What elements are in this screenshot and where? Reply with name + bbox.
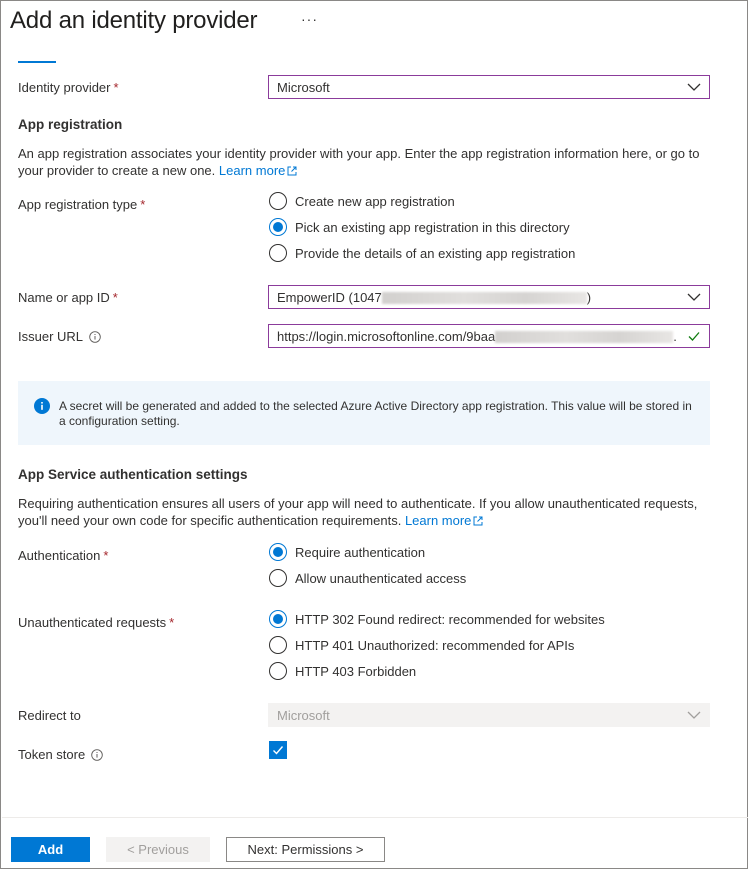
info-icon[interactable] [91,749,103,761]
redacted-blur [495,331,673,343]
chevron-down-icon [687,80,701,94]
name-or-app-id-dropdown[interactable] [268,285,710,309]
radio-button-selected[interactable] [269,543,287,561]
identity-provider-value: Microsoft [277,79,330,95]
radio-button-selected[interactable] [269,218,287,236]
identity-provider-dropdown[interactable] [268,75,710,99]
footer-divider [2,817,748,818]
radio-pick-existing-app-registration[interactable]: Pick an existing app registration in this directory [269,218,570,236]
required-asterisk: * [112,290,118,305]
info-message-text: A secret will be generated and added to the selected Azure Active Directory app registration. This value will be stored in a configuration setting. [59,399,692,428]
redirect-to-value: Microsoft [277,707,330,723]
radio-create-new-app-registration[interactable]: Create new app registration [269,192,455,210]
name-or-app-id-value: EmpowerID (1047 ) [277,289,592,305]
radio-require-authentication[interactable]: Require authentication [269,543,425,561]
auth-settings-description: Requiring authentication ensures all users of your app will need to authenticate. If you allow unauthenticated requests, you'll need your own code for specific authentication requirements. Learn more [18,496,698,528]
auth-settings-heading: App Service authentication settings [18,467,248,482]
required-asterisk: * [169,615,175,630]
checkmark-icon [272,744,284,756]
chevron-down-icon [687,290,701,304]
redirect-to-label: Redirect to [18,708,81,723]
name-or-app-id-label: Name or app ID * [18,290,118,305]
active-tab-indicator [18,61,56,63]
previous-button[interactable]: < Previous [106,837,210,862]
checkmark-valid-icon [687,329,701,343]
external-link-icon [287,166,297,176]
external-link-icon [473,516,483,526]
app-registration-description: An app registration associates your identity provider with your app. Enter the app registration information here, or go to your provider to create a new one. Learn more [18,146,700,178]
radio-button[interactable] [269,569,287,587]
issuer-url-label: Issuer URL [18,329,101,344]
learn-more-link[interactable]: Learn more [405,513,483,528]
token-store-checkbox[interactable] [269,741,287,759]
authentication-label: Authentication * [18,548,109,563]
app-registration-heading: App registration [18,117,123,132]
required-asterisk: * [113,80,119,95]
page-title: Add an identity provider [10,7,258,34]
radio-button[interactable] [269,244,287,262]
info-icon[interactable] [89,331,101,343]
more-options-button[interactable]: ··· [301,11,318,27]
chevron-down-icon [687,708,701,722]
redacted-blur [382,292,587,304]
redirect-to-dropdown [268,703,710,727]
identity-provider-label: Identity provider * [18,80,119,95]
radio-http-401[interactable]: HTTP 401 Unauthorized: recommended for APIs [269,636,574,654]
radio-button[interactable] [269,636,287,654]
issuer-url-value: https://login.microsoftonline.com/9baa . [277,328,677,344]
info-message-bar [18,381,710,445]
learn-more-link[interactable]: Learn more [219,163,297,178]
required-asterisk: * [140,197,146,212]
next-permissions-button[interactable]: Next: Permissions > [226,837,385,862]
info-icon [34,398,50,414]
radio-http-302[interactable]: HTTP 302 Found redirect: recommended for websites [269,610,605,628]
token-store-label: Token store [18,747,103,762]
add-button[interactable]: Add [11,837,90,862]
app-registration-type-label: App registration type * [18,197,146,212]
radio-button[interactable] [269,662,287,680]
radio-http-403[interactable]: HTTP 403 Forbidden [269,662,416,680]
radio-provide-existing-details[interactable]: Provide the details of an existing app registration [269,244,575,262]
unauthenticated-requests-label: Unauthenticated requests * [18,615,175,630]
radio-button-selected[interactable] [269,610,287,628]
issuer-url-input[interactable] [268,324,710,348]
radio-button[interactable] [269,192,287,210]
radio-allow-unauthenticated[interactable]: Allow unauthenticated access [269,569,466,587]
required-asterisk: * [103,548,109,563]
